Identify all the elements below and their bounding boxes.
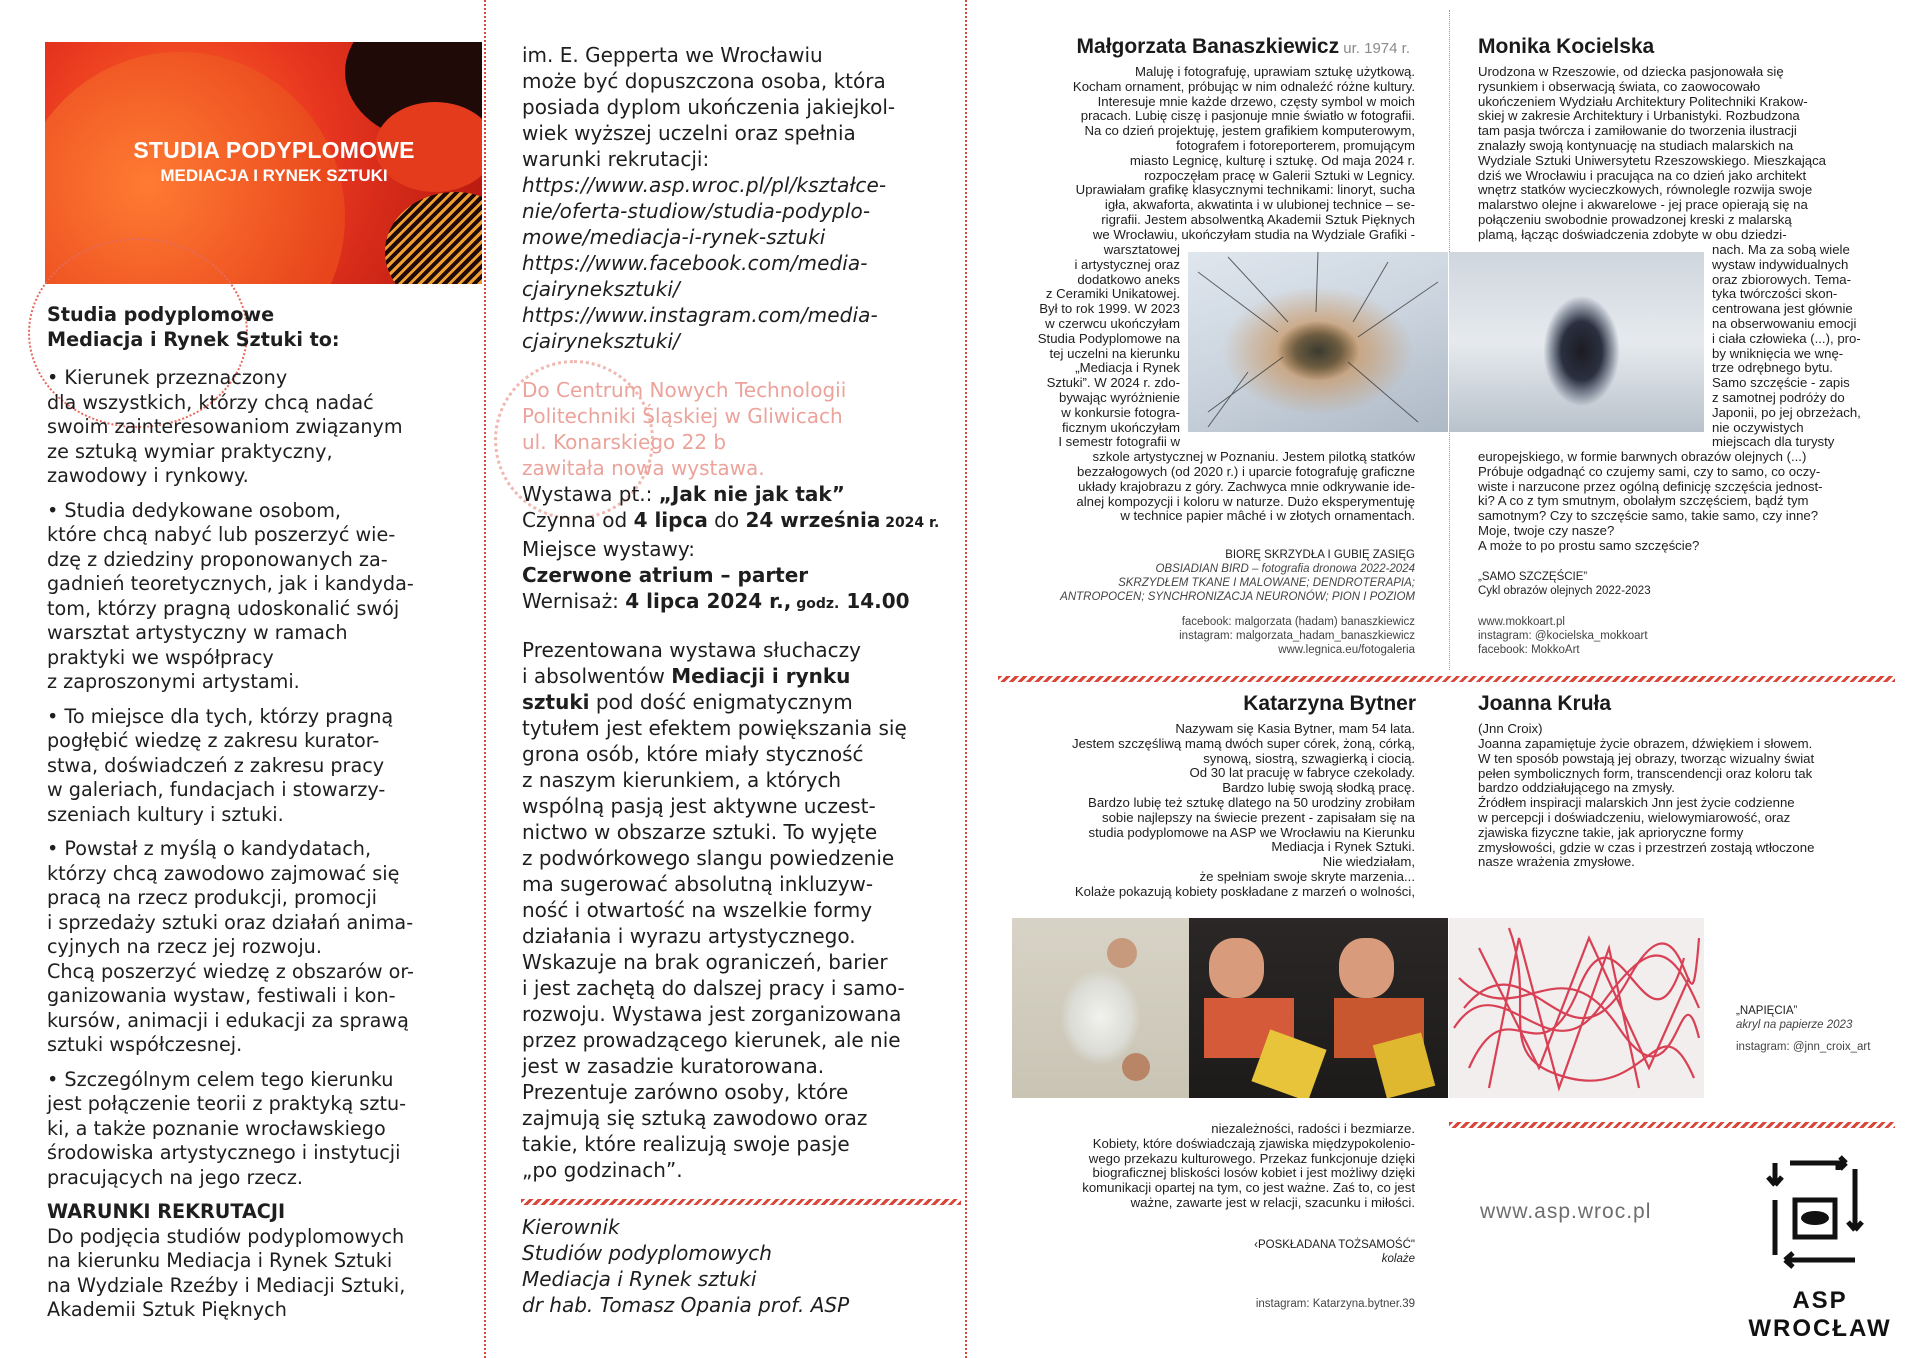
links[interactable] (522, 172, 952, 354)
artist-bio-bottom: bezzałogowych (od 2020 r.) i uparcie fotografuję graficzne układy krajobrazu z góry. Zachwyca mnie odkrywanie ide- alnej kompozycji i koloru w naturze. Dużo eksperymentuję w technice papier mâché i w złotych ornamentach. (1076, 464, 1415, 524)
intro-title: Studia podyplomowe (47, 303, 275, 326)
exhibition-dates: Czynna od 4 lipca do 24 września 2024 r. (522, 508, 940, 532)
intro (47, 303, 457, 1323)
intro-subtitle: Mediacja i Rynek Sztuki to: (47, 327, 340, 351)
exhibition-details (522, 481, 952, 617)
artist-bio: Urodzona w Rzeszowie, od dziecka pasjonowała się rysunkiem i obserwacją świata, co zaowocowało ukończeniem Wydziału Architektury Politechniki Krakow- skiej w zakresie Architektury i Urbanistyki. Rozbudzona tam pasja twórcza i zamiłowanie do tworzenia ilustracji znalazły swoją kontynuację na studiach malarskich na Wydziale Sztuki Uniwersytetu Rzeszowskiego. Mieszkająca dziś we Wrocławiu i pracująca na co dzień jako architekt wnętrz statków wycieczkowych, równolegle rozwija swoje malarstwo olejne i akwarelowe - jej prace opierają się na połączeniu swobodnie prowadzonej kreski z malarską plamą, łącząc doświadczenia zdobyte w obu dziedzi- (1478, 64, 1827, 242)
collage-image-1 (1012, 918, 1189, 1098)
artist-name: Małgorzata Banaszkiewicz ur. 1974 r. (1076, 35, 1410, 58)
exhibition-title: Wystawa pt.: „Jak nie jak tak” (522, 482, 845, 506)
artist-bio-bottom: niezależności, radości i bezmiarze. Kobiety, które doświadczają zjawiska międzypokoleniо- wego przekazu kulturowego. Przekaz funkcjonuje dzięki biograficznej bliskości losów kobiet i jest możliwy dzięki komunikacji opartej na tym, co jest ważne. Zaś to, co jest ważne, zawarte jest w relacji, szacunku i miłości. (1082, 1121, 1415, 1210)
artist-contact[interactable]: instagram: Katarzyna.bytner.39 (1255, 1298, 1415, 1310)
collage-image-2 (1189, 918, 1448, 1098)
artist-bio: Nazywam się Kasia Bytner, mam 54 lata. Jestem szczęśliwą mamą dwóch super córek, żoną, córką, synową, siostrą, szwagierką i ciocią. Od 30 lat pracuję w fabryce czekolady. Bardzo lubię swoją słodką pracę. Bardzo lubię też sztukę dlatego na 50 urodziny zrobiłam sobie najlepszy na świecie prezent - zapisałam się na studia podyplomowe na ASP we Wrocławiu na Kierunku Mediacja i Rynek Sztuki. Nie wiedziałam, że spełniam swoje skryte marzenia... Kolaże pokazują kobiety poskładane z marzeń o wolności, (1071, 721, 1415, 899)
bullet: • Szczególnym celem tego kierunku jest połączenie teorii z praktyką sztu- ki, a także poznanie wrocławskiego środowiska artystycznego i instytucji pracujących na jego rzecz. (47, 1067, 407, 1189)
column-separator (965, 0, 967, 1358)
artwork-caption: „SAMO SZCZĘŚCIE” Cykl obrazów olejnych 2022-2023 (1478, 571, 1651, 597)
exhibition-description: Prezentowana wystawa słuchaczy i absolwentów Mediacji i rynku sztuki pod dość enigmatycznym tytułem jest efektem powiększania się grona osób, które miały styczność z naszym kierunkiem, a których wspólną pasją jest aktywne uczest- nictwo w obszarze sztuki. To wyjęte z podwórkowego slangu powiedzenie ma sugerować absolutną inkluzyw- ność i otwartość na wszelkie formy działania i wyrazu artystycznego. Wskazuje na brak ograniczeń, barier i jest zachętą do dalszej pracy i samo- rozwoju. Wystawa jest zorganizowana przez prowadzącego kierunek, ale nie jest w zasadzie kuratorowana. Prezentuje zarówno osoby, które zajmują się sztuką zawodowo oraz takie, które realizują swoje pasje „po godzinach”. (522, 638, 907, 1182)
bullet: • Kierunek przeznaczony dla wszystkich, którzy chcą nadać swoim zainteresowaniom związanym ze sztuką wymiar praktyczny, zawodowy i rynkowy. (47, 366, 403, 487)
asp-logo (1720, 1155, 1920, 1342)
exhibition-intro: Do Centrum Nowych Technologii Politechniki Śląskiej w Gliwicach ul. Konarskiego 22 b zawitała nowa wystawa. (522, 378, 847, 480)
artist-bio-side: warsztatowej i artystycznej oraz dodatkowo aneks z Ceramiki Unikatowej. Był to rok 1999. W 2023 w czerwcu ukończyłam Studia Podyplomowe na tej uczelni na kierunku „Mediacja i Rynek Sztuki”. W 2024 r. zdo- bywając wyróżnienie w konkursie fotogra- ficznym ukończyłam I semestr fotografii w (1037, 242, 1180, 450)
bullet: • Studia dedykowane osobom, które chcą nabyć lub poszerzyć wie- dzę z dziedziny proponowanych za- gadnień teoretycznych, jak i kandyda- tom, którzy pragną udoskonalić swój warsztat artystyczny w ramach praktyki we współpracy z zaproszonymi artystami. (47, 498, 414, 693)
artwork-painting (1449, 252, 1704, 432)
bullet: • Powstał z myślą o kandydatach, którzy chcą zawodowo zajmować się pracą na rzecz produkcji, promocji i sprzedaży sztuki oraz działań anima- cyjnych na rzecz jej rozwoju. Chcą poszerzyć wiedzę z obszarów or- ganizowania wystaw, festiwali i kon- kursów, animacji i edukacji za sprawą sztuki współczesnej. (47, 837, 414, 1056)
banner-title: STUDIA PODYPLOMOWE (133, 137, 415, 163)
artist-bio-bottom: europejskiego, w formie barwnych obrazów olejnych (...) Próbuje odgadnąć co czujemy sami, czy to samo, co oczy- wiste i narzucone przez ogólną definicję szczęścia jednost- ki? A co z tym smutnym, obolałym szczęściem, bądź tym samotnym? Czy to szczęście samo, takie samo, czy inne? Moje, twoje czy nasze? A może to po prostu samo szczęście? (1478, 449, 1823, 553)
facebook-link[interactable]: https://www.facebook.com/media- cjairyneksztuki/ (522, 251, 868, 301)
artwork-acrylic (1449, 918, 1704, 1098)
bullet: • To miejsce dla tych, którzy pragną pogłębić wiedzę z zakresu kurator- stwa, doświadczeń z zakresu pracy w galeriach, fundacjach i stowarzy- szeniach kultury i sztuki. (47, 704, 394, 826)
artist-name: Monika Kocielska (1478, 35, 1655, 58)
artist-contacts[interactable]: www.mokkoart.pl instagram: @kocielska_mokkoart facebook: MokkoArt (1478, 616, 1648, 656)
artist-bio-wide-line: szkole artystycznej w Poznaniu. Jestem pilotką statków (1092, 449, 1415, 464)
artist-bio: Joanna zapamiętuje życie obrazem, dźwiękiem i słowem. W ten sposób powstają jej obrazy, tworząc wizualny świat pełen symbolicznych form, transcendencji oraz koloru tak bardzo oddziałującego na zmysły. Źródłem inspiracji malarskich Jnn jest życie codzienne w percepcji i doświadczeniu, wielowymiarowość, oraz zjawiska fizyczne takie, jak aprioryczne formy zmysłowości, gdzie w czas i przestrzeń zostają wtłoczone nasze wrażenia zmysłowe. (1478, 736, 1815, 870)
artist-bio: Maluję i fotografuję, uprawiam sztukę użytkową. Kocham ornament, próbując w nim odnaleźć różne kultury. Interesuje mnie każde drzewo, częsty symbol w moich pracach. Lubię ciszę i pasjonuje mnie światło w fotografii. Na co dzień projektuję, jestem grafikiem komputerowym, fotografem i fotoreporterem, promującym miasto Legnicę, kulturę i sztukę. Od maja 2024 r. rozpoczęłam pracę w Galerii Sztuki w Legnicy. Uprawiałam grafikę klasycznymi technikami: linoryt, sucha igła, akwaforta, akwatinta i w ulubionej technice – se- rigrafii. Jestem absolwentką Akademii Sztuk Pięknych we Wrocławiu, ukończyłam studia na Wydziale Grafiki - (1072, 64, 1415, 242)
divider-hatch (521, 1199, 961, 1205)
instagram-link[interactable]: https://www.instagram.com/media- cjairyneksztuki/ (522, 303, 878, 353)
artist-alias: (Jnn Croix) (1478, 721, 1543, 736)
recruitment-continued: im. E. Gepperta we Wrocławiu może być dopuszczona osoba, która posiada dyplom ukończenia jakiejkol- wiek wyższej uczelni oraz spełnia warunki rekrutacji: (522, 43, 896, 171)
artwork-caption: „NAPIĘCIA” akryl na papierze 2023 (1736, 1005, 1853, 1031)
artwork-caption: ‹POSKŁADANA TOŻSAMOŚĆ" kolaże (1254, 1239, 1415, 1265)
artist-bio-side: nach. Ma za sobą wiele wystaw indywidualnych oraz zbiorowych. Tema- tyka twórczości skon- centrowana jest głównie na obserwowaniu emocji i ciała człowieka (...), pro- by wniknięcia we wnę- trze odrębnego bytu. Samo szczęście - zapis z samotnej podróży do Japonii, po jej obrzeżach, nie oczywistych miejscach dla turysty (1712, 242, 1861, 450)
divider-hatch (998, 676, 1895, 682)
vernissage: Wernisaż: 4 lipca 2024 r., godz. 14.00 (522, 589, 910, 613)
artist-name: Joanna Kruła (1478, 692, 1612, 715)
signature: Kierownik Studiów podyplomowych Mediacja i Rynek sztuki dr hab. Tomasz Opania prof. ASP (522, 1215, 850, 1317)
divider-hatch (1449, 1122, 1895, 1128)
artist-name: Katarzyna Bytner (1243, 692, 1416, 715)
banner-subtitle: MEDIACJA I RYNEK SZTUKI (160, 166, 388, 185)
website-link[interactable]: https://www.asp.wroc.pl/pl/kształce- nie/oferta-studiow/studia-podyplo- mowe/mediacja-i-rynek-sztuki (522, 173, 887, 249)
artwork-caption: BIORĘ SKRZYDŁA I GUBIĘ ZASIĘG OBSIADIAN BIRD – fotografia dronowa 2022-2024 SKRZYDŁEM TKANE I MALOWANE; DENDROTERAPIA; ANTROPOCEN; SYNCHRONIZACJA NEURONÓW; PION I POZIOM (1060, 549, 1415, 603)
exhibition-place-label: Miejsce wystawy: (522, 537, 695, 561)
website-url[interactable]: www.asp.wroc.pl (1480, 1200, 1652, 1223)
recruitment-text: Do podjęcia studiów podyplomowych na kierunku Mediacja i Rynek Sztuki na Wydziale Rzeźby i Mediacji Sztuki, Akademii Sztuk Pięknych (47, 1224, 406, 1321)
column-separator (484, 0, 486, 1358)
asp-logo-text: ASP WROCŁAW (1748, 1287, 1892, 1342)
asp-logo-icon (1720, 1155, 1920, 1280)
artist-contacts[interactable]: facebook: malgorzata (hadam) banaszkiewicz instagram: malgorzata_hadam_banaszkiewicz www.legnica.eu/fotogaleria (1179, 616, 1415, 656)
exhibition-place: Czerwone atrium – parter (522, 563, 809, 587)
artist-contact[interactable]: instagram: @jnn_croix_art (1736, 1041, 1871, 1053)
artwork-photo (1188, 252, 1448, 432)
recruitment-title: WARUNKI REKRUTACJI (47, 1200, 286, 1223)
